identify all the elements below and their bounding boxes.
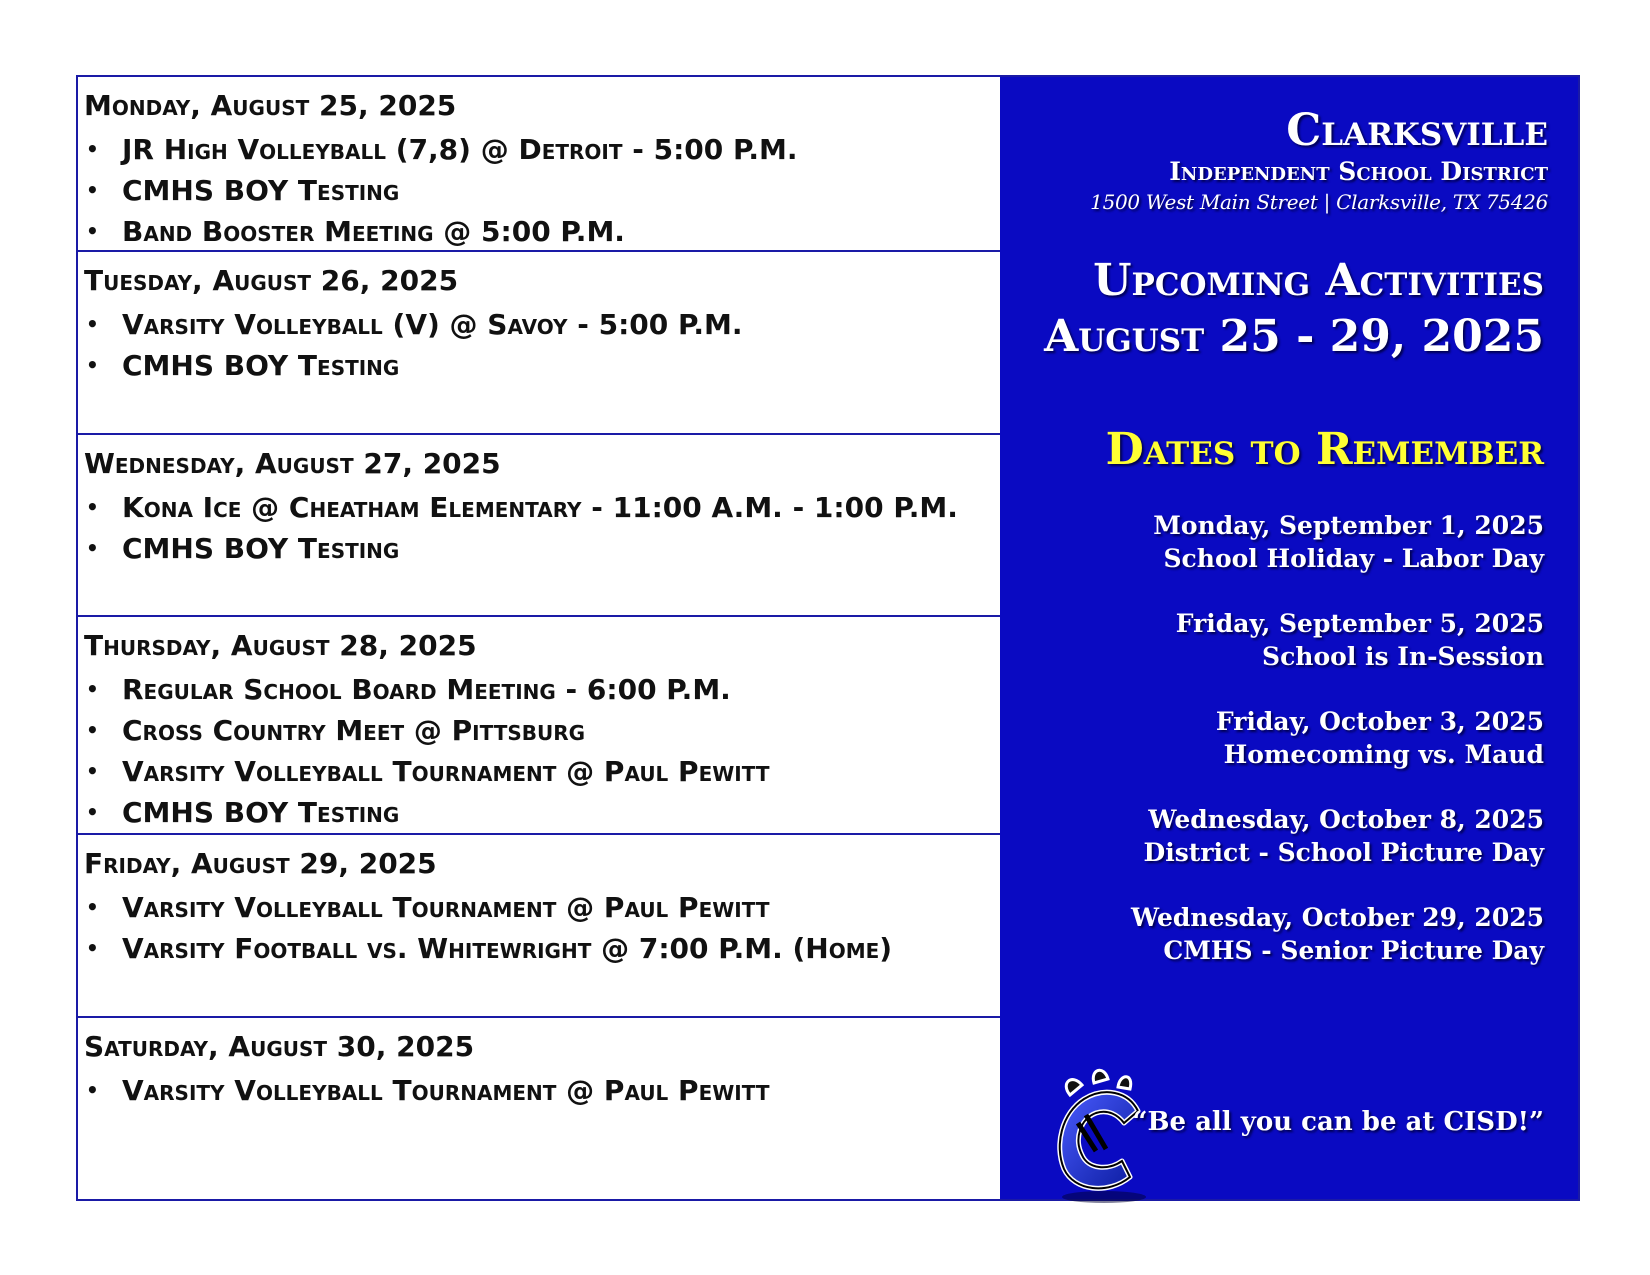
date-label: Wednesday, October 29, 2025 [1130, 903, 1544, 932]
motto-quote: “Be all you can be at CISD!” [1132, 1107, 1544, 1137]
activities-sheet [76, 75, 1580, 1201]
activity-item: • CMHS BOY Testing [86, 532, 400, 565]
date-label: Friday, October 3, 2025 [1215, 707, 1544, 736]
day-block-tuesday [78, 252, 1000, 435]
date-description: School Holiday - Labor Day [1163, 544, 1544, 573]
date-description: School is In-Session [1262, 642, 1544, 671]
day-heading: Monday, August 25, 2025 [84, 89, 457, 122]
title-line-1: Upcoming Activities [1093, 255, 1544, 306]
info-panel [1000, 77, 1578, 1199]
date-label: Monday, September 1, 2025 [1153, 511, 1544, 540]
date-label: Wednesday, October 8, 2025 [1148, 805, 1544, 834]
district-address: 1500 West Main Street | Clarksville, TX 75426 [1090, 190, 1548, 214]
dates-to-remember-heading: Dates to Remember [1105, 424, 1544, 475]
activity-item: • JR High Volleyball (7,8) @ Detroit - 5:00 P.M. [86, 133, 798, 166]
day-heading: Wednesday, August 27, 2025 [84, 447, 501, 480]
activity-item: • Varsity Volleyball Tournament @ Paul Pewitt [86, 891, 770, 924]
activity-item: • Band Booster Meeting @ 5:00 P.M. [86, 215, 625, 248]
activity-item: • CMHS BOY Testing [86, 174, 400, 207]
date-item [984, 705, 1544, 771]
page-title [1044, 253, 1544, 365]
date-item [984, 803, 1544, 869]
day-block-monday [78, 77, 1000, 252]
day-heading: Saturday, August 30, 2025 [84, 1030, 475, 1063]
day-block-saturday [78, 1018, 1000, 1199]
title-line-2: August 25 - 29, 2025 [1044, 311, 1544, 362]
day-block-friday [78, 835, 1000, 1018]
dates-list [984, 509, 1544, 999]
date-description: Homecoming vs. Maud [1223, 740, 1544, 769]
district-subtitle: Independent School District [1169, 157, 1548, 186]
activity-item: • Cross Country Meet @ Pittsburg [86, 714, 586, 747]
day-heading: Tuesday, August 26, 2025 [84, 264, 459, 297]
day-block-wednesday [78, 435, 1000, 617]
district-name: Clarksville [1286, 105, 1548, 156]
activity-item: • Kona Ice @ Cheatham Elementary - 11:00 A.M. - 1:00 P.M. [86, 491, 958, 524]
activity-item: • Varsity Volleyball (V) @ Savoy - 5:00 P.M. [86, 308, 743, 341]
date-item [984, 901, 1544, 967]
date-item [984, 607, 1544, 673]
activity-item: • Varsity Volleyball Tournament @ Paul Pewitt [86, 755, 770, 788]
date-description: District - School Picture Day [1143, 838, 1544, 867]
date-description: CMHS - Senior Picture Day [1163, 936, 1544, 965]
day-heading: Friday, August 29, 2025 [84, 847, 437, 880]
day-block-thursday [78, 617, 1000, 835]
activity-item: • Regular School Board Meeting - 6:00 P.M. [86, 673, 731, 706]
date-item [984, 509, 1544, 575]
activity-item: • Varsity Volleyball Tournament @ Paul Pewitt [86, 1074, 770, 1107]
day-heading: Thursday, August 28, 2025 [84, 629, 477, 662]
activity-item: • Varsity Football vs. Whitewright @ 7:00 P.M. (Home) [86, 932, 893, 965]
daily-schedule [78, 77, 1000, 1199]
activity-item: • CMHS BOY Testing [86, 349, 400, 382]
date-label: Friday, September 5, 2025 [1175, 609, 1544, 638]
district-header [1090, 105, 1548, 217]
activity-item: • CMHS BOY Testing [86, 796, 400, 829]
